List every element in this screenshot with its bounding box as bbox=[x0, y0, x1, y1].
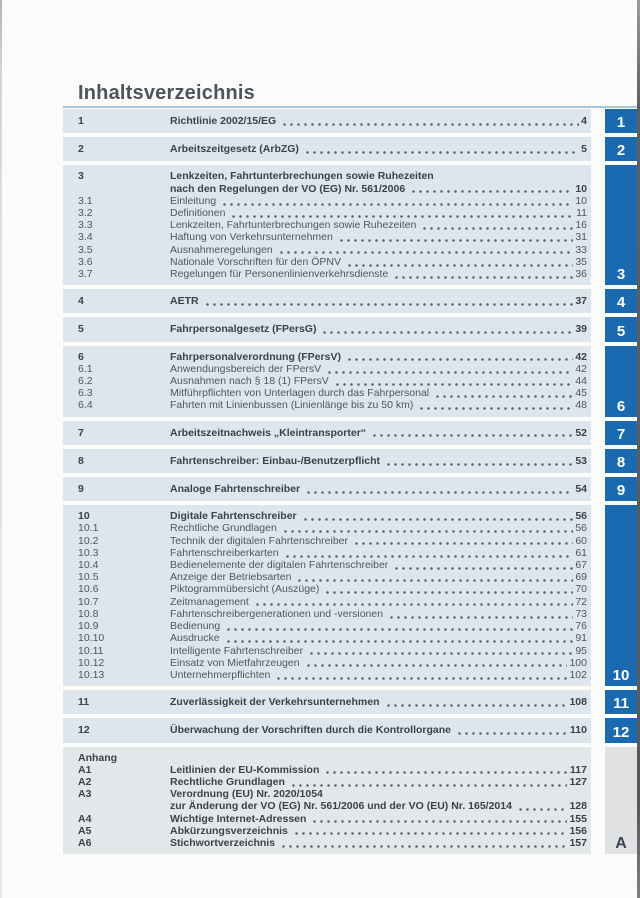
toc-section-1 bbox=[63, 109, 591, 133]
row-label: Wichtige Internet-Adressen bbox=[170, 812, 307, 825]
dot-leader bbox=[338, 239, 573, 242]
toc-row bbox=[78, 256, 587, 268]
side-tab-7 bbox=[605, 421, 637, 445]
page-number: 35 bbox=[575, 255, 587, 268]
row-label: Rechtliche Grundlagen bbox=[170, 522, 277, 535]
row-number: 6 bbox=[78, 350, 84, 363]
row-label: Nationale Vorschriften für den ÖPNV bbox=[170, 255, 342, 268]
row-number: A3 bbox=[78, 788, 92, 801]
page-number: 36 bbox=[575, 268, 587, 281]
row-number: 3.7 bbox=[78, 268, 93, 281]
page-number: 128 bbox=[569, 800, 587, 813]
side-tab-3 bbox=[605, 165, 637, 285]
dot-leader bbox=[204, 303, 574, 306]
page-number: 117 bbox=[570, 763, 587, 776]
row-label: Intelligente Fahrtenschreiber bbox=[170, 644, 304, 657]
dot-leader bbox=[278, 251, 574, 254]
row-label: Abkürzungsverzeichnis bbox=[170, 824, 288, 837]
page-number: 108 bbox=[569, 696, 587, 709]
side-tab-A bbox=[605, 747, 637, 855]
page-number: 54 bbox=[575, 483, 587, 496]
page-number: 42 bbox=[575, 350, 587, 363]
dot-leader bbox=[421, 227, 573, 230]
dot-leader bbox=[282, 530, 573, 533]
toc-row bbox=[78, 244, 587, 256]
side-tab-label: 5 bbox=[616, 322, 626, 340]
page-number: 91 bbox=[575, 632, 587, 645]
toc-row bbox=[78, 351, 587, 363]
row-label: Leitlinien der EU-Kommission bbox=[170, 763, 320, 776]
toc-row bbox=[78, 696, 587, 708]
page-number: 95 bbox=[575, 644, 587, 657]
row-number: 10.6 bbox=[78, 583, 99, 596]
row-number: 6.3 bbox=[78, 387, 93, 400]
dot-leader bbox=[434, 395, 573, 398]
dot-leader bbox=[284, 555, 574, 558]
row-label: Anzeige der Betriebsarten bbox=[170, 571, 292, 584]
row-label: Richtlinie 2002/15/EG bbox=[170, 115, 277, 127]
row-label: Haftung von Verkehrsunternehmen bbox=[170, 231, 333, 244]
row-number: 10.5 bbox=[78, 571, 99, 584]
dot-leader bbox=[385, 463, 573, 466]
side-tab-12 bbox=[605, 718, 637, 742]
toc-section-7 bbox=[63, 421, 591, 445]
row-number: 8 bbox=[78, 454, 84, 467]
page-number: 33 bbox=[575, 243, 587, 256]
side-tab-label: 4 bbox=[616, 294, 626, 312]
side-tab-label: 3 bbox=[616, 266, 626, 284]
row-label: Fahrtenschreiber: Einbau-/Benutzerpflicht bbox=[170, 454, 381, 467]
page-title: Inhaltsverzeichnis bbox=[78, 82, 255, 104]
row-number: 1 bbox=[78, 115, 84, 127]
page-number: 72 bbox=[575, 595, 587, 608]
row-number: 4 bbox=[78, 295, 84, 308]
page-number: 61 bbox=[575, 546, 587, 559]
page-number: 110 bbox=[570, 724, 587, 737]
toc-row bbox=[78, 571, 587, 583]
row-label: AETR bbox=[170, 295, 199, 308]
toc-row bbox=[78, 399, 587, 411]
dot-leader bbox=[308, 652, 573, 655]
toc-row bbox=[78, 669, 587, 681]
row-number: 10.7 bbox=[78, 595, 99, 608]
dot-leader bbox=[456, 732, 568, 735]
row-label: Anwendungsbereich der FPersV bbox=[170, 362, 322, 375]
row-number: A2 bbox=[78, 775, 92, 788]
page-number: 52 bbox=[575, 426, 587, 439]
page-number: 67 bbox=[575, 559, 587, 572]
dot-leader bbox=[321, 331, 573, 334]
dot-leader bbox=[305, 664, 568, 667]
row-label: Zeitmanagement bbox=[170, 595, 249, 608]
row-number: 5 bbox=[78, 323, 84, 336]
toc-row bbox=[78, 483, 587, 495]
side-tab-label: 7 bbox=[616, 425, 626, 443]
row-label: Piktogrammübersicht (Auszüge) bbox=[170, 583, 320, 596]
toc-row bbox=[78, 813, 587, 825]
toc-section-A bbox=[63, 747, 591, 855]
page-number: 56 bbox=[575, 522, 587, 535]
row-number: 3.3 bbox=[78, 219, 93, 232]
dot-leader bbox=[302, 518, 574, 521]
row-number: A6 bbox=[78, 836, 92, 849]
side-tab-label: 11 bbox=[613, 695, 629, 713]
anhang-header-label: Anhang bbox=[78, 751, 118, 764]
dot-leader bbox=[304, 151, 579, 154]
row-label: Einleitung bbox=[170, 194, 217, 207]
toc-section-8 bbox=[63, 449, 591, 473]
row-label: Fahrten mit Linienbussen (Linienlänge bis zu 50 km) bbox=[170, 399, 414, 412]
row-label: Überwachung der Vorschriften durch die Kontrollorgane bbox=[170, 724, 452, 737]
row-number: 9 bbox=[78, 483, 84, 496]
row-number: A4 bbox=[78, 812, 92, 825]
side-tab-1 bbox=[605, 109, 637, 133]
dot-leader bbox=[296, 579, 573, 582]
page-number: 155 bbox=[569, 812, 587, 825]
dot-leader bbox=[517, 808, 568, 811]
row-label: Analoge Fahrtenschreiber bbox=[170, 483, 301, 496]
page-number: 37 bbox=[575, 295, 587, 308]
row-label: Bedienelemente der digitalen Fahrtenschreiber bbox=[170, 559, 389, 572]
dot-leader bbox=[221, 203, 573, 206]
page-number: 70 bbox=[575, 583, 587, 596]
toc-section-9 bbox=[63, 477, 591, 501]
dot-leader bbox=[346, 358, 573, 361]
dot-leader bbox=[290, 784, 568, 787]
row-number: 10.8 bbox=[78, 607, 99, 620]
page-number: 76 bbox=[575, 620, 587, 633]
row-label: Fahrtenschreiberkarten bbox=[170, 546, 279, 559]
scan-edge-left bbox=[0, 0, 2, 898]
page-number: 44 bbox=[575, 375, 587, 388]
toc-row bbox=[78, 510, 587, 522]
toc-row bbox=[78, 363, 587, 375]
page-number: 4 bbox=[581, 115, 587, 127]
toc-row bbox=[78, 219, 587, 231]
toc-row bbox=[78, 657, 587, 669]
page-number: 56 bbox=[575, 510, 587, 523]
row-number: 10 bbox=[78, 510, 90, 523]
toc-row bbox=[78, 323, 587, 335]
toc-section-5 bbox=[63, 317, 591, 341]
row-label: Verordnung (EU) Nr. 2020/1054 bbox=[170, 788, 323, 801]
dot-leader bbox=[254, 603, 574, 606]
dot-leader bbox=[324, 771, 568, 774]
row-label: Stichwortverzeichnis bbox=[170, 836, 276, 849]
toc-section-3 bbox=[63, 165, 591, 285]
side-tab-5 bbox=[605, 317, 637, 341]
toc-section-4 bbox=[63, 289, 591, 313]
dot-leader bbox=[293, 832, 568, 835]
dot-leader bbox=[385, 704, 568, 707]
row-label: Technik der digitalen Fahrtenschreiber bbox=[170, 534, 349, 547]
toc-row bbox=[78, 620, 587, 632]
row-label: zur Änderung der VO (EG) Nr. 561/2006 und der VO (EU) Nr. 165/2014 bbox=[170, 800, 512, 813]
row-label: Ausnahmeregelungen bbox=[170, 243, 273, 256]
dot-leader bbox=[418, 407, 573, 410]
toc-row bbox=[78, 231, 587, 243]
toc-row bbox=[78, 455, 587, 467]
page-number: 69 bbox=[575, 571, 587, 584]
dot-leader bbox=[410, 190, 573, 193]
row-number: 10.13 bbox=[78, 668, 105, 681]
row-label: Rechtliche Grundlagen bbox=[170, 775, 285, 788]
toc-section-10 bbox=[63, 505, 591, 686]
page-number: 48 bbox=[575, 399, 587, 412]
row-label: Ausdrucke bbox=[170, 632, 220, 645]
page-number: 102 bbox=[569, 668, 587, 681]
row-label: Einsatz von Mietfahrzeugen bbox=[170, 656, 300, 669]
toc-row bbox=[78, 535, 587, 547]
dot-leader bbox=[334, 383, 574, 386]
toc-row bbox=[78, 608, 587, 620]
row-number: 10.3 bbox=[78, 546, 99, 559]
toc-row bbox=[78, 825, 587, 837]
side-tab-9 bbox=[605, 477, 637, 501]
page-number: 5 bbox=[581, 143, 587, 156]
page-number: 156 bbox=[569, 824, 587, 837]
dot-leader bbox=[388, 616, 573, 619]
row-label: Digitale Fahrtenschreiber bbox=[170, 510, 297, 523]
row-label: Regelungen für Personenlinienverkehrsdienste bbox=[170, 268, 389, 281]
toc-row bbox=[78, 596, 587, 608]
row-number: 3 bbox=[78, 170, 84, 183]
toc-row bbox=[78, 522, 587, 534]
side-tab-10 bbox=[605, 505, 637, 686]
row-number: 10.2 bbox=[78, 534, 99, 547]
row-number: 3.1 bbox=[78, 194, 93, 207]
row-number: 6.2 bbox=[78, 375, 93, 388]
side-tab-label: 2 bbox=[616, 142, 626, 160]
toc-row bbox=[78, 375, 587, 387]
toc-section-11 bbox=[63, 690, 591, 714]
toc-row bbox=[78, 387, 587, 399]
toc-row bbox=[78, 115, 587, 127]
row-number: 3.6 bbox=[78, 255, 93, 268]
row-label: Arbeitszeitnachweis „Kleintransporter“ bbox=[170, 426, 367, 439]
row-number: 6.1 bbox=[78, 362, 93, 375]
toc-row bbox=[78, 427, 587, 439]
row-label: Fahrpersonalverordnung (FPersV) bbox=[170, 350, 341, 363]
page-number: 39 bbox=[575, 323, 587, 336]
dot-leader bbox=[305, 491, 573, 494]
dot-leader bbox=[311, 820, 567, 823]
toc-section-2 bbox=[63, 137, 591, 161]
row-number: 11 bbox=[78, 696, 90, 709]
row-label: Zuverlässigkeit der Verkehrsunternehmen bbox=[170, 696, 380, 709]
toc-row bbox=[78, 724, 587, 736]
toc-section-6 bbox=[63, 346, 591, 417]
toc-grid bbox=[63, 109, 637, 854]
row-number: 12 bbox=[78, 724, 90, 737]
toc-row bbox=[78, 800, 587, 812]
anhang-header bbox=[78, 752, 587, 764]
row-number: 10.9 bbox=[78, 620, 99, 633]
page-number: 60 bbox=[575, 534, 587, 547]
toc-row bbox=[78, 183, 587, 195]
dot-leader bbox=[326, 371, 573, 374]
row-label: Lenkzeiten, Fahrtunterbrechungen sowie Ruhezeiten bbox=[170, 219, 417, 232]
side-tab-label: 1 bbox=[616, 114, 626, 132]
row-number: 10.4 bbox=[78, 559, 99, 572]
toc-row bbox=[78, 170, 587, 182]
side-tab-label: 9 bbox=[616, 482, 626, 500]
side-tab-label: 10 bbox=[612, 667, 630, 685]
row-number: 2 bbox=[78, 143, 84, 156]
side-tab-11 bbox=[605, 690, 637, 714]
row-label: Fahrpersonalgesetz (FPersG) bbox=[170, 323, 317, 336]
toc-section-12 bbox=[63, 718, 591, 742]
row-number: A5 bbox=[78, 824, 92, 837]
toc-row bbox=[78, 776, 587, 788]
dot-leader bbox=[393, 276, 573, 279]
toc-row bbox=[78, 764, 587, 776]
row-number: 10.11 bbox=[78, 644, 104, 657]
page-number: 45 bbox=[575, 387, 587, 400]
page-number: 11 bbox=[576, 207, 587, 220]
toc-row bbox=[78, 632, 587, 644]
row-label: Ausnahmen nach § 18 (1) FPersV bbox=[170, 375, 329, 388]
toc-row bbox=[78, 645, 587, 657]
row-number: 10.10 bbox=[78, 632, 105, 645]
toc-row bbox=[78, 583, 587, 595]
page-number: 10 bbox=[575, 194, 587, 207]
dot-leader bbox=[275, 677, 567, 680]
row-label: Mitführpflichten von Unterlagen durch das Fahrpersonal bbox=[170, 387, 430, 400]
page-number: 157 bbox=[569, 836, 587, 849]
dot-leader bbox=[281, 123, 579, 126]
side-tab-8 bbox=[605, 449, 637, 473]
dot-leader bbox=[280, 845, 567, 848]
dot-leader bbox=[230, 215, 574, 218]
row-number: A1 bbox=[78, 763, 92, 776]
row-label: Definitionen bbox=[170, 207, 226, 220]
side-tab-2 bbox=[605, 137, 637, 161]
row-number: 10.12 bbox=[78, 656, 105, 669]
page-number: 42 bbox=[575, 362, 587, 375]
row-number: 10.1 bbox=[78, 522, 99, 535]
row-number: 7 bbox=[78, 426, 84, 439]
side-tab-6 bbox=[605, 346, 637, 417]
row-label: Arbeitszeitgesetz (ArbZG) bbox=[170, 143, 299, 156]
dot-leader bbox=[225, 628, 573, 631]
dot-leader bbox=[393, 567, 573, 570]
page-number: 16 bbox=[575, 219, 587, 232]
toc-row bbox=[78, 268, 587, 280]
row-number: 6.4 bbox=[78, 399, 93, 412]
toc-row bbox=[78, 195, 587, 207]
row-label: nach den Regelungen der VO (EG) Nr. 561/2006 bbox=[170, 182, 406, 195]
toc-row bbox=[78, 837, 587, 849]
page-number: 53 bbox=[575, 454, 587, 467]
page-number: 100 bbox=[569, 656, 587, 669]
side-tab-label: 6 bbox=[616, 397, 626, 415]
row-label: Bedienung bbox=[170, 620, 221, 633]
toc-row bbox=[78, 788, 587, 800]
page-number: 73 bbox=[575, 607, 587, 620]
page-number: 127 bbox=[569, 775, 587, 788]
dot-leader bbox=[225, 640, 574, 643]
dot-leader bbox=[324, 591, 573, 594]
row-number: 3.4 bbox=[78, 231, 93, 244]
side-tab-label: 8 bbox=[616, 454, 626, 472]
dot-leader bbox=[353, 542, 573, 545]
side-tab-label: 12 bbox=[612, 723, 630, 741]
page-number: 10 bbox=[575, 182, 587, 195]
page-number: 31 bbox=[575, 231, 587, 244]
toc-row bbox=[78, 559, 587, 571]
dot-leader bbox=[371, 434, 573, 437]
side-tab-4 bbox=[605, 289, 637, 313]
row-label: Lenkzeiten, Fahrtunterbrechungen sowie Ruhezeiten bbox=[170, 170, 434, 183]
toc-row bbox=[78, 207, 587, 219]
row-number: 3.5 bbox=[78, 243, 93, 256]
row-label: Unternehmerpflichten bbox=[170, 668, 271, 681]
title-rule bbox=[63, 106, 637, 108]
toc-row bbox=[78, 143, 587, 155]
toc-row bbox=[78, 547, 587, 559]
row-label: Fahrtenschreibergenerationen und -versionen bbox=[170, 607, 384, 620]
toc-row bbox=[78, 295, 587, 307]
row-number: 3.2 bbox=[78, 207, 93, 220]
dot-leader bbox=[346, 264, 573, 267]
side-tab-label: A bbox=[615, 835, 627, 853]
